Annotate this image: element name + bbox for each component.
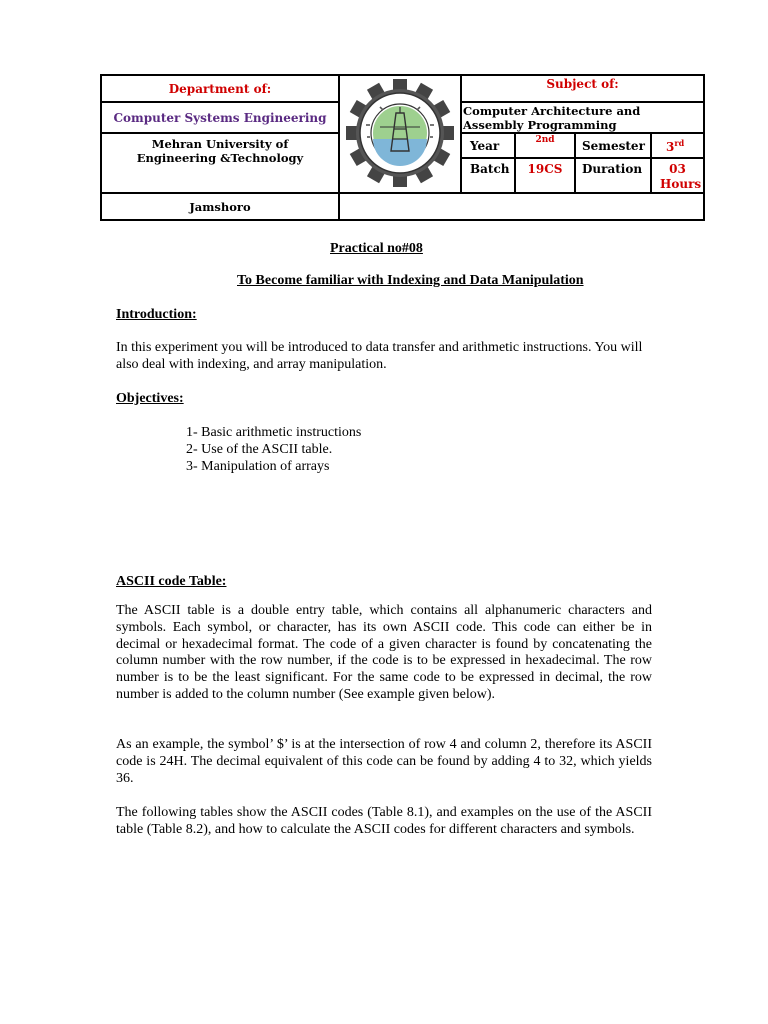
university-text: Mehran University of Engineering &Technology [136, 137, 304, 165]
header-table [100, 74, 705, 221]
objective-item: 2- Use of the ASCII table. [186, 442, 333, 457]
practical-title: Practical no#08 [330, 241, 423, 256]
objective-item: 3- Manipulation of arrays [186, 459, 330, 474]
subject-name: Computer Architecture and Assembly Programming [461, 102, 704, 133]
semester-suffix: rd [674, 138, 685, 148]
ascii-paragraph-1: The ASCII table is a double entry table, which contains all alphanumeric characters and symbols. Each symbol, or character, has its own ASCII code. This code can either be in decimal or hexadecimal format. The code of a given character is found by concatenating the column number with the row number, if the code is to be expressed in hexadecimal. The row number is to be the least significant. For the same code to be expressed in decimal, the row number is added to the column number (See example given below). [116, 603, 652, 702]
university-logo [339, 75, 461, 193]
objectives-heading: Objectives: [116, 391, 184, 406]
introduction-text: In this experiment you will be introduced to data transfer and arithmetic instructions. You will also deal with indexing, and array manipulation. [116, 340, 643, 372]
batch-label: Batch [461, 158, 515, 193]
duration-value: 03 Hours [651, 158, 704, 193]
ascii-paragraph-3: The following tables show the ASCII codes (Table 8.1), and examples on the use of the ASCII table (Table 8.2), and how to calculate the ASCII codes for different characters and symbols. [116, 805, 652, 837]
department-name: Computer Systems Engineering [101, 102, 339, 133]
ascii-paragraph-2: As an example, the symbol’ $’ is at the intersection of row 4 and column 2, therefore its ASCII code is 24H. The decimal equivalent of this code can be found by adding 4 to 32, which yields 36. [116, 737, 652, 786]
year-label: Year [461, 133, 515, 158]
ascii-heading: ASCII code Table: [116, 574, 227, 589]
objective-item: 1- Basic arithmetic instructions [186, 425, 362, 440]
subject-label: Subject of: [461, 75, 704, 102]
semester-label: Semester [575, 133, 651, 158]
gear-logo-icon [344, 77, 456, 189]
practical-subtitle: To Become familiar with Indexing and Data Manipulation [237, 273, 584, 288]
year-value [515, 133, 575, 158]
location: Jamshoro [101, 193, 339, 220]
duration-label: Duration [575, 158, 651, 193]
batch-value: 19CS [515, 158, 575, 193]
introduction-heading: Introduction: [116, 307, 197, 322]
university-name [101, 133, 339, 193]
year-value-text: 2nd [535, 135, 555, 145]
semester-value [651, 133, 704, 158]
semester-number: 3 [666, 140, 675, 154]
department-label: Department of: [101, 75, 339, 102]
